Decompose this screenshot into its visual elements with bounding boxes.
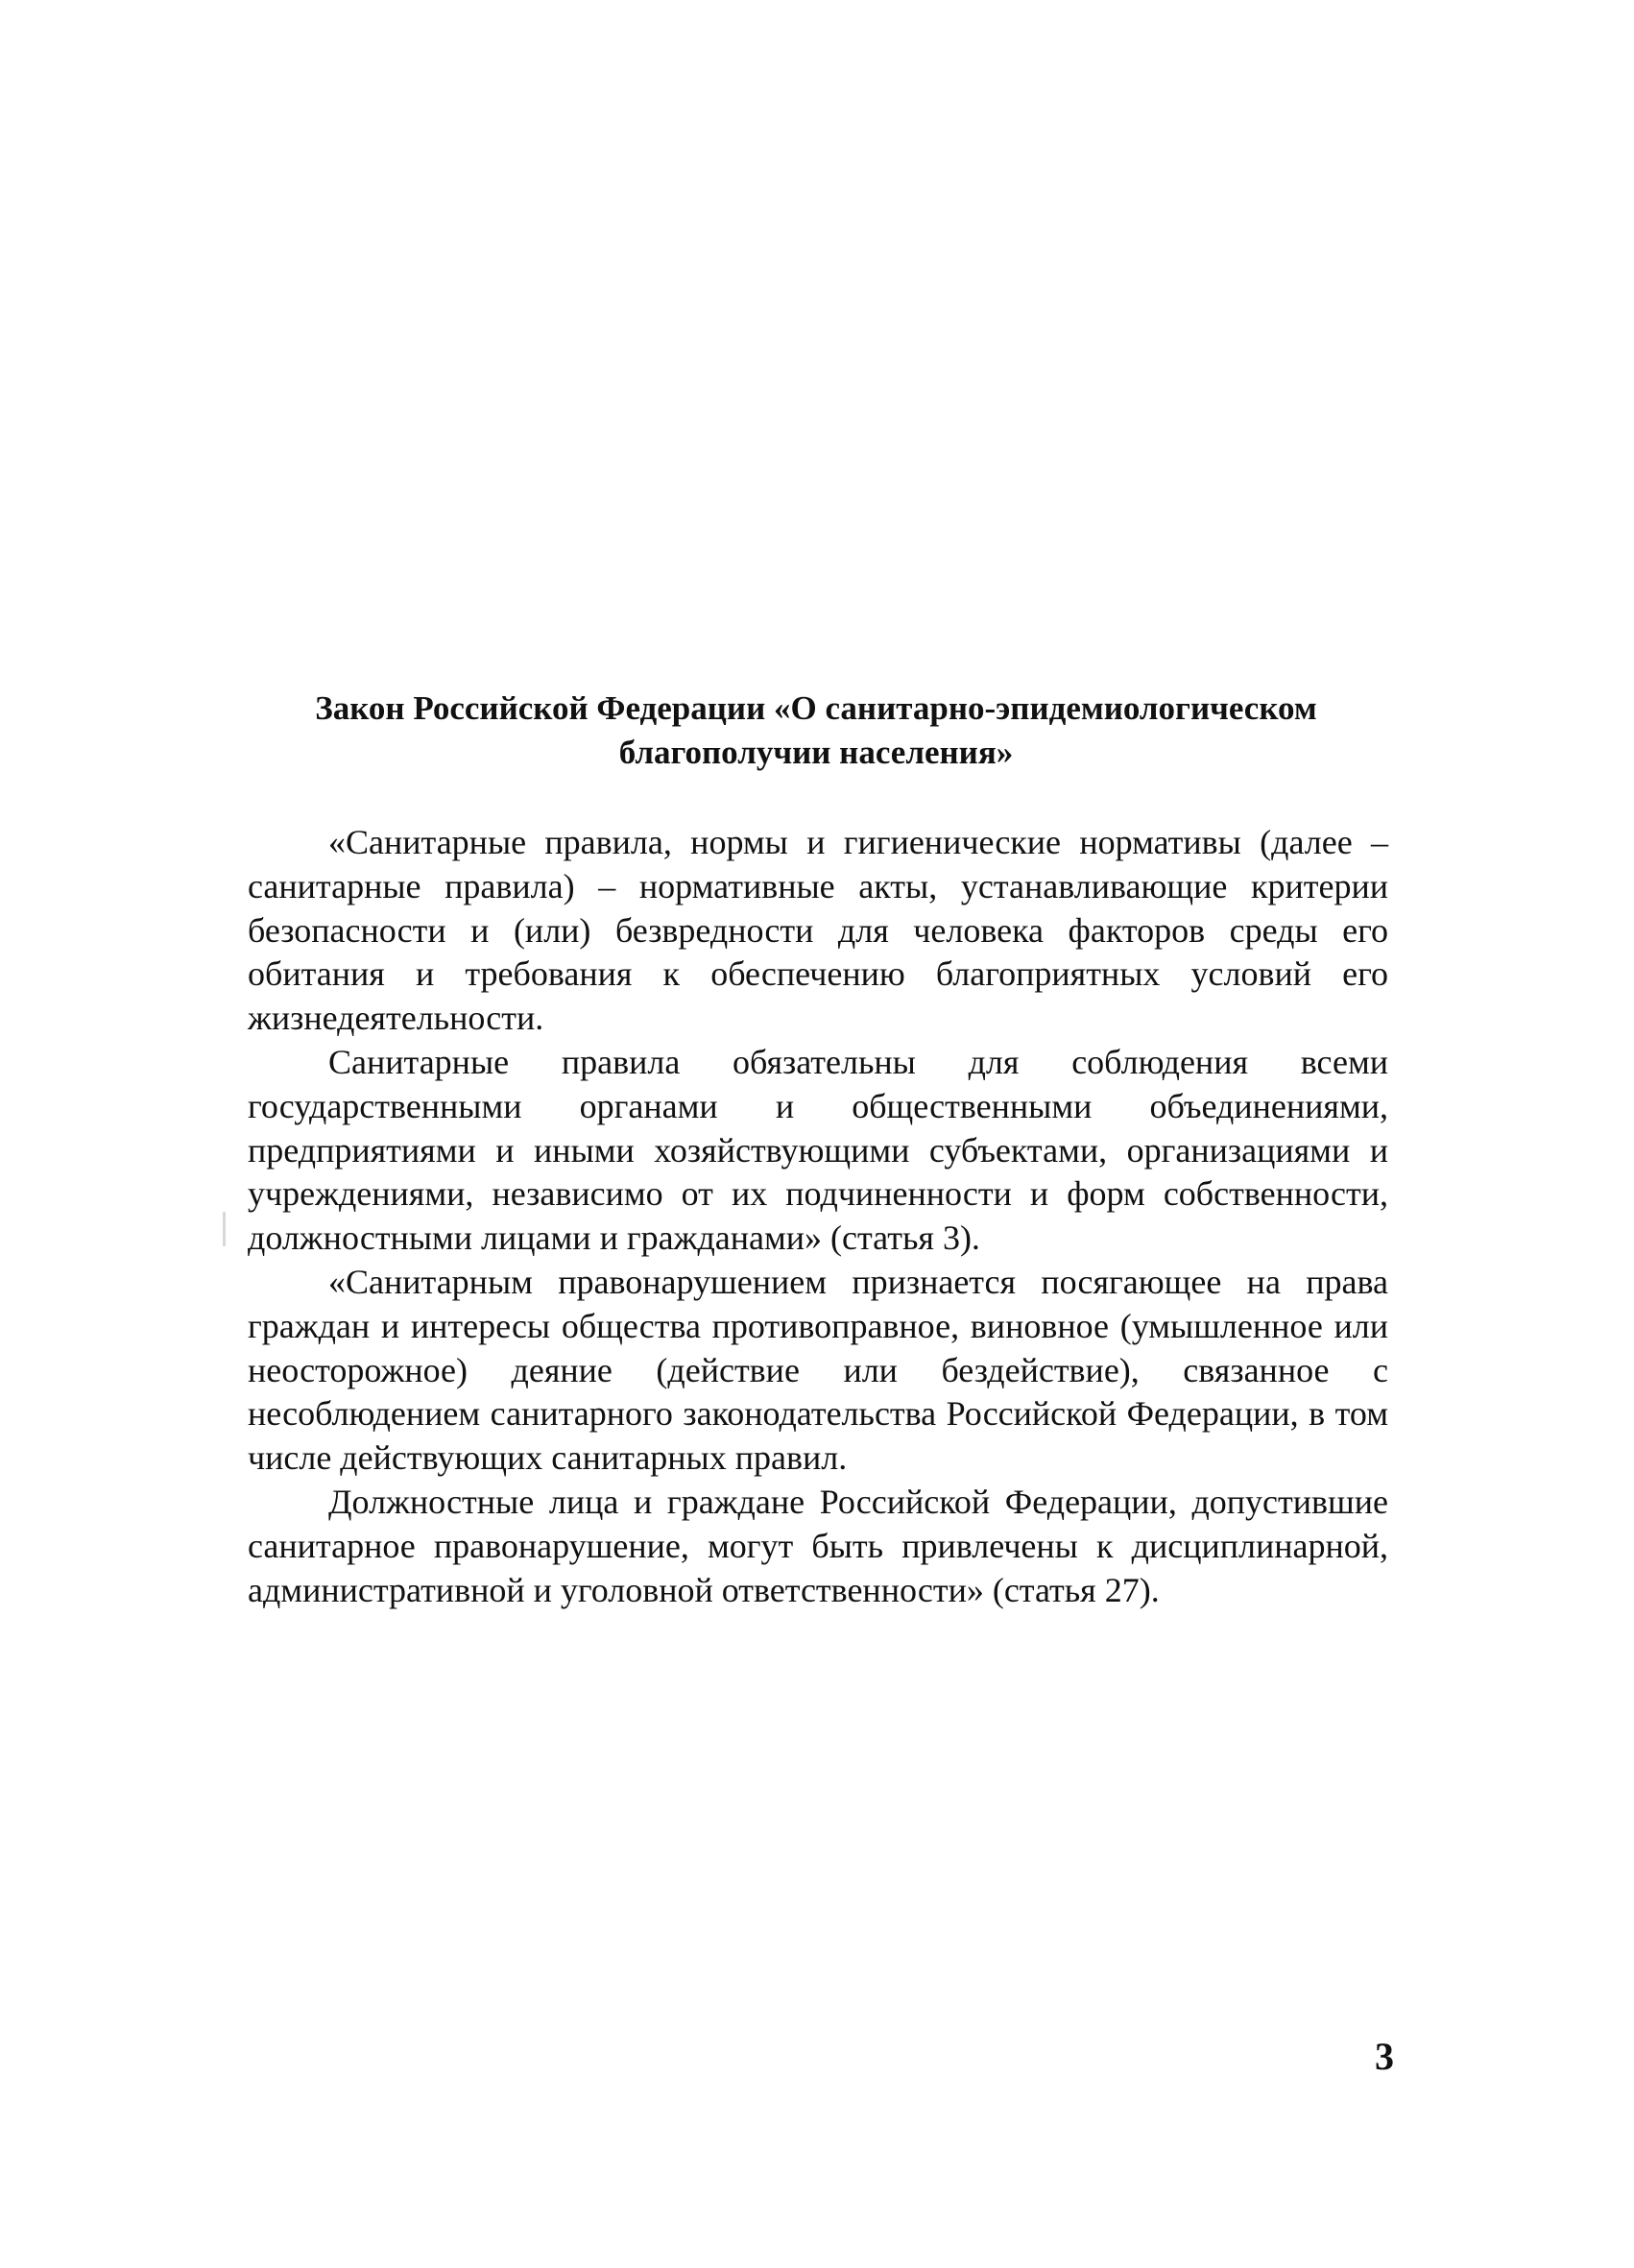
paragraph-sanitary-rules-definition: «Санитарные правила, нормы и гигиенические нормативы (далее – санитарные правила) – нормативные акты, устанавливающие критерии безопасности и (или) безвредности для человека факторов среды его обитания и требования к обеспечению благоприятных условий его жизнедеятельности. [248,823,1388,1038]
scan-artifact [223,1212,226,1246]
document-title: Закон Российской Федерации «О санитарно-эпидемиологическом благополучии населения» [315,689,1317,771]
paragraph-sanitary-offense-definition: «Санитарным правонарушением признается посягающее на права граждан и интересы общества противоправное, виновное (умышленное или неосторожное) деяние (действие или бездействие), связанное с несоблюдением санитарного законодательства Российской Федерации, в том числе действующих санитарных правил. [248,1262,1388,1478]
paragraph-liability: Должностные лица и граждане Российской Федерации, допустившие санитарное правонарушение, могут быть привлечены к дисциплинарной, административной и уголовной ответственности» (статья 27). [248,1482,1388,1609]
paragraph-sanitary-rules-obligation: Санитарные правила обязательны для соблюдения всеми государственными органами и общественными объединениями, предприятиями и иными хозяйствующими субъектами, организациями и учреждениями, независимо от их подчиненности и форм собственности, должностными лицами и гражданами» (статья 3). [248,1042,1388,1258]
page-number: 3 [1375,2035,1394,2078]
document-body [248,821,1388,1612]
